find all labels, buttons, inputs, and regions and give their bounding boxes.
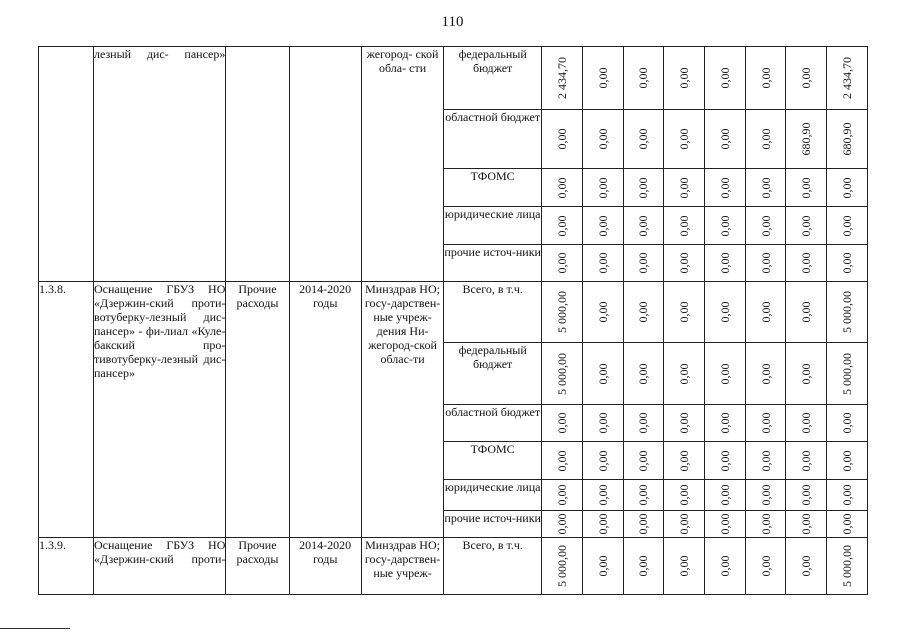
value-cell [664, 110, 705, 169]
value-text: 0,00 [677, 177, 692, 198]
value-text: 0,00 [554, 177, 569, 198]
value-text: 0,00 [636, 128, 651, 150]
value-text: 0,00 [595, 67, 610, 89]
value-cell [664, 442, 705, 480]
funding-source: областной бюджет [444, 110, 542, 169]
value-cell [786, 480, 827, 511]
value-text: 0,00 [717, 177, 732, 198]
value-text: 0,00 [717, 67, 732, 89]
value-text: 5 000,00 [554, 291, 569, 333]
value-text: 0,00 [799, 301, 814, 323]
table-row [39, 538, 868, 595]
value-text: 0,00 [636, 252, 651, 274]
value-text: 0,00 [799, 555, 814, 577]
value-text: 0,00 [595, 215, 610, 236]
value-cell [542, 282, 583, 343]
value-cell [786, 442, 827, 480]
value-cell [664, 511, 705, 538]
table-row [39, 47, 868, 110]
value-cell [582, 480, 623, 511]
funding-source: юридические лица [444, 480, 542, 511]
value-text: 0,00 [717, 513, 732, 535]
value-cell [582, 110, 623, 169]
value-cell [786, 282, 827, 343]
page-number: 110 [441, 14, 464, 30]
value-cell [786, 343, 827, 405]
value-text: 5 000,00 [840, 352, 855, 395]
value-text: 0,00 [595, 252, 610, 274]
value-text: 0,00 [758, 177, 773, 198]
funding-source: прочие источ-ники [444, 245, 542, 282]
value-cell [745, 538, 786, 595]
value-text: 0,00 [799, 484, 814, 506]
value-cell [745, 207, 786, 245]
value-text: 0,00 [799, 67, 814, 89]
value-text: 5 000,00 [840, 291, 855, 333]
table-body [39, 47, 868, 595]
value-cell [623, 442, 664, 480]
value-text: 0,00 [677, 450, 692, 471]
value-cell [827, 343, 868, 405]
value-text: 0,00 [636, 450, 651, 471]
value-text: 0,00 [758, 484, 773, 506]
value-text: 0,00 [717, 450, 732, 471]
value-text: 0,00 [840, 450, 855, 471]
value-cell [582, 47, 623, 110]
value-cell [786, 511, 827, 538]
value-text: 0,00 [595, 513, 610, 535]
value-text: 0,00 [554, 450, 569, 471]
value-text: 5 000,00 [554, 352, 569, 395]
value-cell [705, 169, 746, 207]
value-cell [582, 511, 623, 538]
value-text: 0,00 [636, 412, 651, 434]
implementation-period: 2014-2020 годы [289, 282, 361, 538]
value-cell [705, 442, 746, 480]
value-cell [705, 405, 746, 442]
implementation-period [289, 47, 361, 282]
value-text: 0,00 [595, 412, 610, 434]
financing-table [38, 46, 868, 595]
value-text: 0,00 [758, 301, 773, 323]
value-text: 0,00 [840, 177, 855, 198]
value-cell [623, 245, 664, 282]
value-cell [582, 207, 623, 245]
value-cell [542, 47, 583, 110]
value-text: 0,00 [799, 412, 814, 434]
value-cell [664, 245, 705, 282]
value-text: 2 434,70 [554, 57, 569, 99]
value-cell [786, 47, 827, 110]
value-cell [827, 282, 868, 343]
value-cell [623, 511, 664, 538]
value-cell [745, 282, 786, 343]
value-text: 0,00 [840, 252, 855, 274]
value-text: 0,00 [554, 128, 569, 150]
value-text: 0,00 [717, 301, 732, 323]
funding-source: Всего, в т.ч. [444, 282, 542, 343]
value-text: 0,00 [636, 484, 651, 506]
value-cell [786, 245, 827, 282]
value-text: 680,90 [840, 122, 855, 156]
value-cell [827, 480, 868, 511]
value-text: 0,00 [595, 363, 610, 384]
value-cell [542, 207, 583, 245]
value-cell [542, 511, 583, 538]
value-text: 0,00 [717, 363, 732, 384]
expense-type: Прочие расходы [226, 538, 289, 595]
value-text: 0,00 [554, 484, 569, 506]
funding-source: Всего, в т.ч. [444, 538, 542, 595]
value-text: 0,00 [758, 555, 773, 577]
value-cell [705, 207, 746, 245]
value-cell [827, 207, 868, 245]
value-text: 0,00 [840, 215, 855, 236]
value-text: 0,00 [636, 67, 651, 89]
value-text: 0,00 [636, 513, 651, 535]
expense-type: Прочие расходы [226, 282, 289, 538]
value-text: 0,00 [677, 215, 692, 236]
funding-source: юридические лица [444, 207, 542, 245]
value-cell [623, 538, 664, 595]
value-text: 0,00 [677, 301, 692, 323]
measure-description: Оснащение ГБУЗ НО «Дзержин-ский проти- [93, 538, 225, 595]
value-text: 0,00 [595, 484, 610, 506]
value-cell [745, 110, 786, 169]
value-cell [705, 110, 746, 169]
value-text: 0,00 [840, 513, 855, 535]
value-text: 0,00 [799, 513, 814, 535]
value-text: 0,00 [840, 412, 855, 434]
value-cell [623, 405, 664, 442]
page-edge-line [0, 628, 70, 629]
value-cell [827, 511, 868, 538]
value-text: 5 000,00 [554, 545, 569, 587]
value-cell [827, 442, 868, 480]
value-cell [542, 169, 583, 207]
value-cell [582, 282, 623, 343]
value-text: 2 434,70 [840, 57, 855, 99]
value-cell [705, 538, 746, 595]
value-text: 0,00 [677, 484, 692, 506]
value-text: 0,00 [636, 177, 651, 198]
value-cell [705, 343, 746, 405]
value-cell [664, 207, 705, 245]
value-cell [623, 47, 664, 110]
value-cell [664, 169, 705, 207]
value-text: 0,00 [758, 363, 773, 384]
value-cell [664, 538, 705, 595]
value-text: 0,00 [799, 252, 814, 274]
value-cell [786, 169, 827, 207]
value-cell [623, 207, 664, 245]
funding-source: федеральный бюджет [444, 343, 542, 405]
measure-number [39, 47, 94, 282]
value-text: 0,00 [799, 363, 814, 384]
responsible-executor: жегород- ской обла- сти [361, 47, 443, 282]
value-text: 0,00 [758, 513, 773, 535]
value-text: 0,00 [595, 301, 610, 323]
value-cell [623, 110, 664, 169]
funding-source: прочие источ-ники [444, 511, 542, 538]
value-cell [705, 282, 746, 343]
value-text: 0,00 [717, 555, 732, 577]
expense-type [226, 47, 289, 282]
value-cell [542, 538, 583, 595]
value-text: 0,00 [554, 513, 569, 535]
value-cell [623, 343, 664, 405]
value-cell [664, 480, 705, 511]
value-text: 680,90 [799, 122, 814, 156]
value-cell [664, 47, 705, 110]
value-cell [745, 47, 786, 110]
value-cell [705, 511, 746, 538]
value-text: 0,00 [677, 128, 692, 150]
value-cell [542, 442, 583, 480]
value-cell [705, 480, 746, 511]
value-cell [582, 343, 623, 405]
table-row [39, 282, 868, 343]
value-text: 0,00 [554, 215, 569, 236]
value-text: 0,00 [717, 252, 732, 274]
value-cell [582, 442, 623, 480]
value-cell [623, 169, 664, 207]
value-cell [582, 538, 623, 595]
funding-source: федеральный бюджет [444, 47, 542, 110]
value-cell [827, 538, 868, 595]
value-text: 0,00 [595, 128, 610, 150]
value-text: 0,00 [554, 412, 569, 434]
value-cell [745, 442, 786, 480]
value-text: 0,00 [677, 412, 692, 434]
value-cell [664, 282, 705, 343]
value-text: 0,00 [677, 555, 692, 577]
value-cell [582, 245, 623, 282]
value-text: 0,00 [636, 301, 651, 323]
value-text: 0,00 [677, 67, 692, 89]
value-text: 0,00 [799, 177, 814, 198]
responsible-executor: Минздрав НО; госу-дарствен-ные учреж-дения Ни-жегород-ской облас-ти [361, 282, 443, 538]
value-text: 0,00 [758, 128, 773, 150]
value-cell [745, 343, 786, 405]
value-cell [664, 343, 705, 405]
value-cell [827, 169, 868, 207]
value-text: 0,00 [758, 412, 773, 434]
value-text: 0,00 [717, 484, 732, 506]
value-cell [664, 405, 705, 442]
funding-source: областной бюджет [444, 405, 542, 442]
value-cell [542, 110, 583, 169]
value-cell [827, 110, 868, 169]
measure-description: Оснащение ГБУЗ НО «Дзержин-ский проти-вотуберку-лезный дис-пансер» - фи-лиал «Куле-бакский про-тивотуберку-лезный дис-пансер» [93, 282, 225, 538]
value-text: 0,00 [636, 363, 651, 384]
funding-source: ТФОМС [444, 442, 542, 480]
value-cell [745, 245, 786, 282]
value-text: 0,00 [677, 252, 692, 274]
value-text: 0,00 [636, 555, 651, 577]
value-text: 0,00 [717, 412, 732, 434]
value-cell [786, 538, 827, 595]
measure-number: 1.3.8. [39, 282, 94, 538]
value-text: 0,00 [717, 215, 732, 236]
value-cell [542, 245, 583, 282]
value-text: 0,00 [758, 215, 773, 236]
value-text: 0,00 [677, 363, 692, 384]
responsible-executor: Минздрав НО; госу-дарствен-ные учреж- [361, 538, 443, 595]
value-cell [786, 110, 827, 169]
value-cell [542, 480, 583, 511]
value-cell [705, 47, 746, 110]
value-cell [786, 207, 827, 245]
value-cell [542, 405, 583, 442]
value-text: 0,00 [595, 555, 610, 577]
value-text: 0,00 [758, 450, 773, 471]
value-cell [745, 405, 786, 442]
value-text: 0,00 [636, 215, 651, 236]
value-cell [623, 480, 664, 511]
value-text: 0,00 [554, 252, 569, 274]
funding-source: ТФОМС [444, 169, 542, 207]
implementation-period: 2014-2020 годы [289, 538, 361, 595]
value-cell [542, 343, 583, 405]
value-cell [827, 47, 868, 110]
value-text: 0,00 [799, 215, 814, 236]
value-text: 0,00 [840, 484, 855, 506]
value-cell [827, 245, 868, 282]
value-cell [786, 405, 827, 442]
value-text: 5 000,00 [840, 545, 855, 587]
value-cell [745, 480, 786, 511]
value-cell [582, 405, 623, 442]
value-cell [745, 169, 786, 207]
value-cell [582, 169, 623, 207]
measure-number: 1.3.9. [39, 538, 94, 595]
value-text: 0,00 [799, 450, 814, 471]
value-text: 0,00 [717, 128, 732, 150]
value-cell [745, 511, 786, 538]
value-text: 0,00 [595, 450, 610, 471]
value-cell [827, 405, 868, 442]
value-text: 0,00 [677, 513, 692, 535]
value-cell [705, 245, 746, 282]
value-text: 0,00 [758, 67, 773, 89]
value-cell [623, 282, 664, 343]
measure-description: лезный дис- пансер» [93, 47, 225, 282]
value-text: 0,00 [758, 252, 773, 274]
value-text: 0,00 [595, 177, 610, 198]
